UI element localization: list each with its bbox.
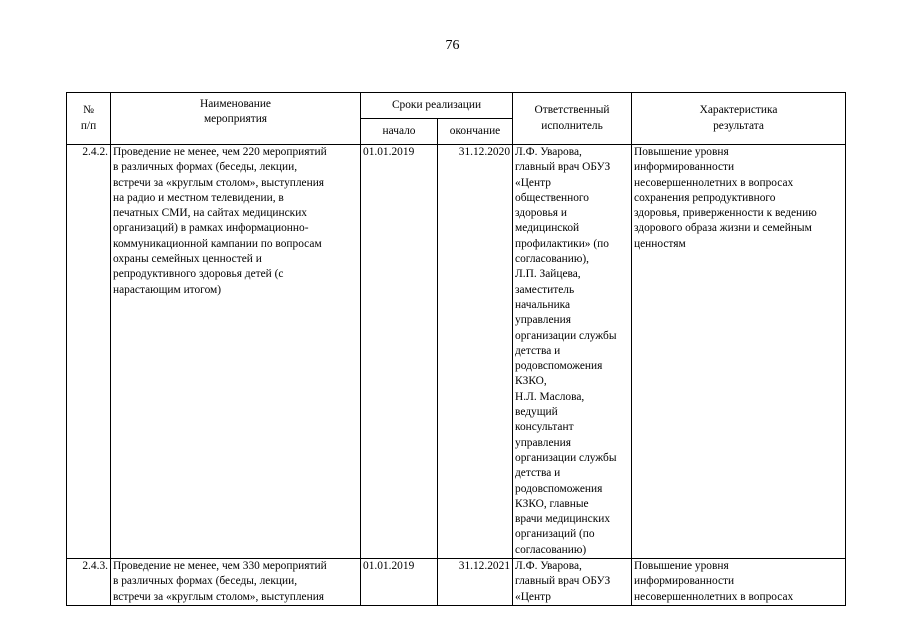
activities-table <box>66 92 846 606</box>
header-activity-name: Наименование мероприятия <box>111 93 361 145</box>
row-end-date: 31.12.2021 <box>438 559 513 606</box>
header-result: Характеристика результата <box>632 93 846 145</box>
row-activity-name: Проведение не менее, чем 330 мероприятий в различных формах (беседы, лекции, встречи за «круглым столом», выступления <box>111 559 361 606</box>
row-start-date: 01.01.2019 <box>361 559 438 606</box>
row-responsible: Л.Ф. Уварова, главный врач ОБУЗ «Центр <box>513 559 632 606</box>
row-end-date: 31.12.2020 <box>438 145 513 559</box>
row-responsible: Л.Ф. Уварова, главный врач ОБУЗ «Центр общественного здоровья и медицинской профилактики» (по согласованию), Л.П. Зайцева, заместитель начальника управления организации службы детства и родовспоможения КЗКО, Н.Л. Маслова, ведущий консультант управления организации службы детства и родовспоможения КЗКО, главные врачи медицинских организаций (по согласованию) <box>513 145 632 559</box>
header-period: Сроки реализации <box>361 93 513 119</box>
row-number: 2.4.3. <box>67 559 111 606</box>
row-start-date: 01.01.2019 <box>361 145 438 559</box>
row-number: 2.4.2. <box>67 145 111 559</box>
header-start: начало <box>361 119 438 145</box>
table-row <box>67 559 846 606</box>
row-activity-name: Проведение не менее, чем 220 мероприятий в различных формах (беседы, лекции, встречи за «круглым столом», выступления на радио и местном телевидении, в печатных СМИ, на сайтах медицинских организаций) в рамках информационно- коммуникационной кампании по вопросам охраны семейных ценностей и репродуктивного здоровья детей (с нарастающим итогом) <box>111 145 361 559</box>
page-number: 76 <box>445 38 460 53</box>
table-row <box>67 145 846 559</box>
header-end: окончание <box>438 119 513 145</box>
header-responsible: Ответственный исполнитель <box>513 93 632 145</box>
row-result: Повышение уровня информированности несовершеннолетних в вопросах сохранения репродуктивного здоровья, приверженности к ведению здорового образа жизни и семейным ценностям <box>632 145 846 559</box>
header-number: № п/п <box>67 93 111 145</box>
row-result: Повышение уровня информированности несовершеннолетних в вопросах <box>632 559 846 606</box>
